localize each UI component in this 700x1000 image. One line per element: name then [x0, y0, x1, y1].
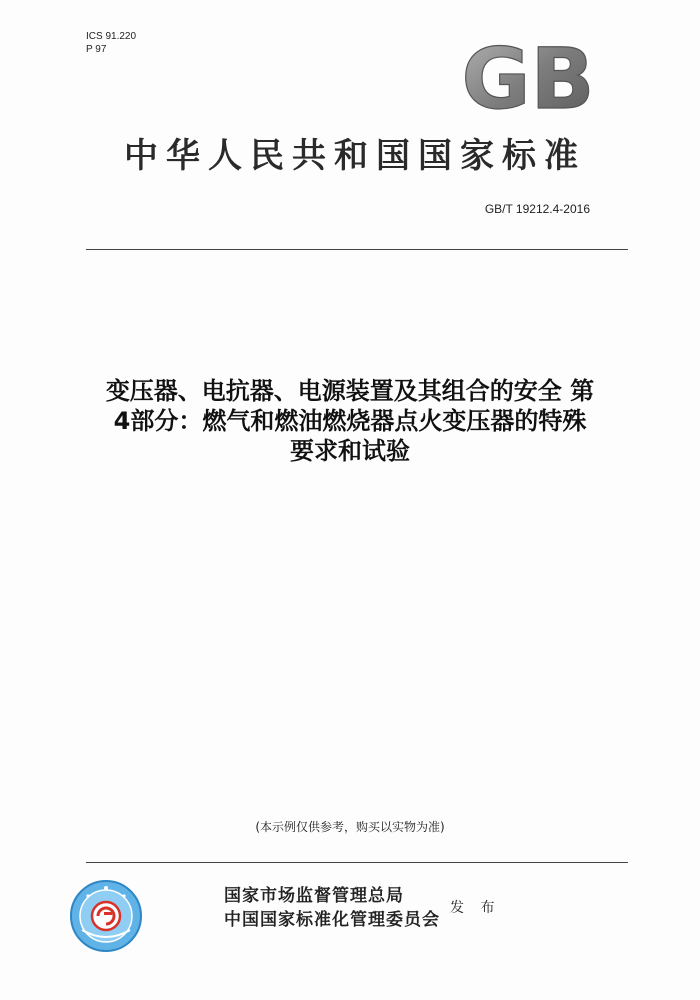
- document-title: [30, 376, 670, 466]
- footer-divider: [86, 862, 628, 863]
- issuer-2: 中国国家标准化管理委员会: [224, 910, 440, 930]
- ccs-code: P 97: [86, 44, 107, 55]
- gb-logo-icon: [458, 36, 598, 120]
- certification-seal-icon: [68, 878, 144, 954]
- publish-label: 发 布: [450, 900, 501, 916]
- sample-note: (本示例仅供参考，购买以实物为准): [255, 820, 445, 834]
- title-line-1: 变压器、电抗器、电源装置及其组合的安全 第: [105, 377, 595, 405]
- issuer-1: 国家市场监督管理总局: [224, 886, 404, 906]
- title-line-3: 要求和试验: [290, 437, 410, 465]
- issuing-authorities: [224, 884, 440, 932]
- organization-title: 中华人民共和国国家标准: [124, 136, 586, 176]
- header-divider: [86, 249, 628, 250]
- ics-code: ICS 91.220: [86, 31, 137, 42]
- classification-codes: [86, 30, 136, 56]
- standard-number: GB/T 19212.4-2016: [484, 202, 590, 216]
- title-line-2: 4部分：燃气和燃油燃烧器点火变压器的特殊: [113, 407, 587, 435]
- gb-logo-text: GB: [461, 36, 595, 120]
